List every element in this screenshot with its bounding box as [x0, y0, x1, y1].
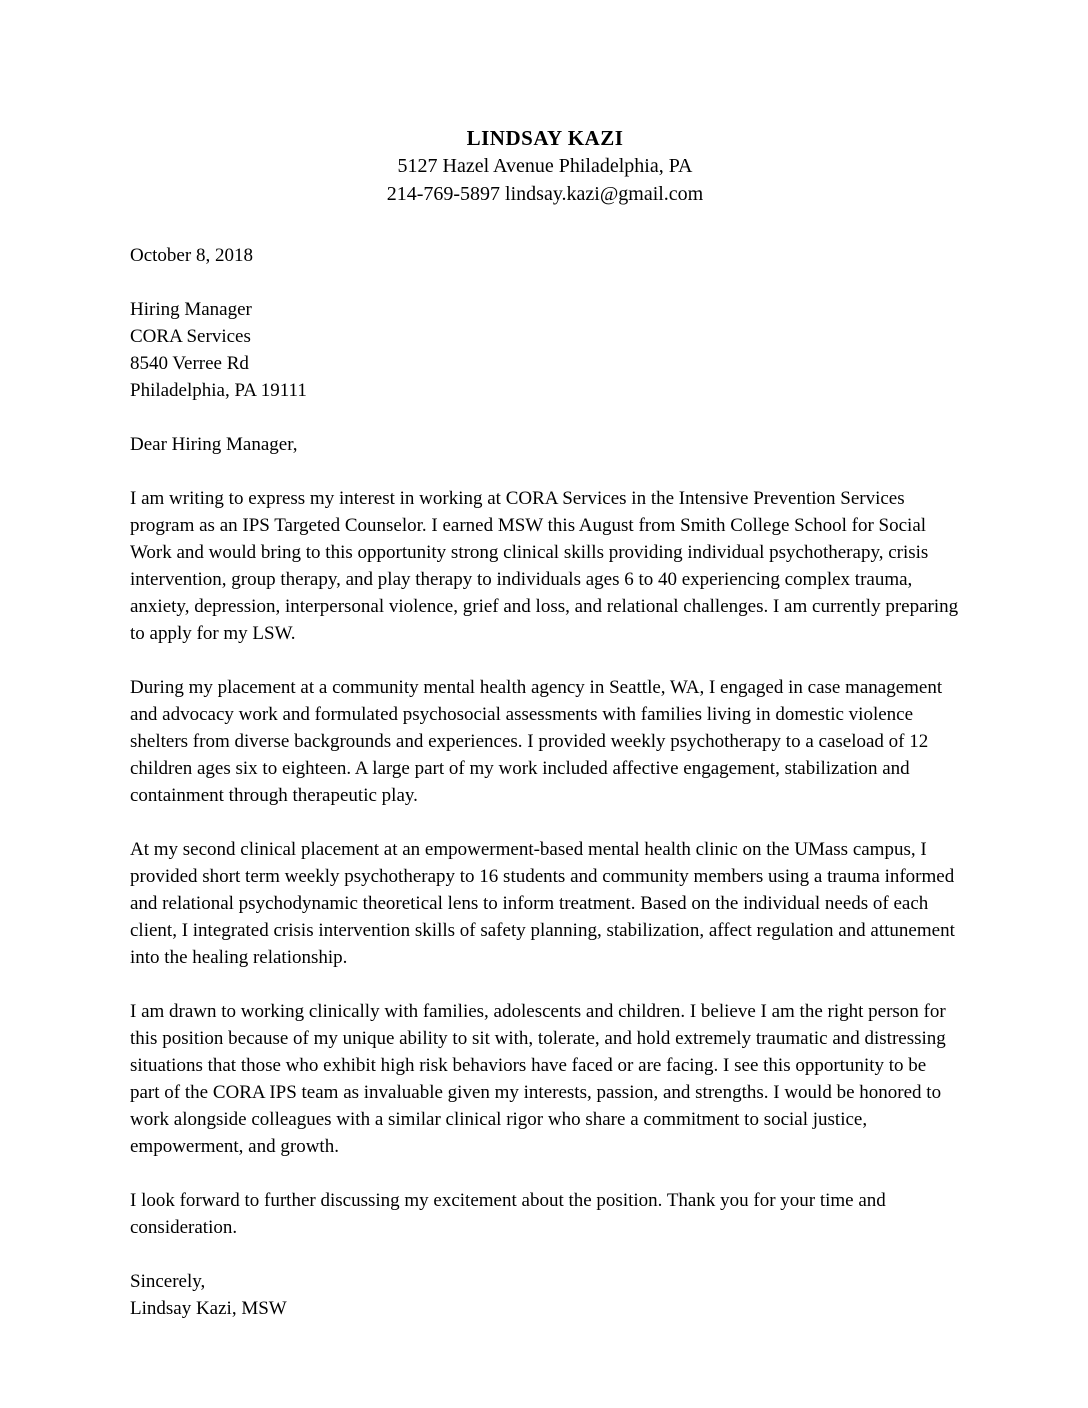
letter-body [130, 242, 960, 1322]
body-paragraph: At my second clinical placement at an empowerment-based mental health clinic on the UMass campus, I provided short term weekly psychotherapy to 16 students and community members using a trauma informed and relational psychodynamic theoretical lens to inform treatment. Based on the individual needs of each client, I integrated crisis intervention skills of safety planning, stabilization, affect regulation and attunement into the healing relationship. [130, 839, 955, 968]
recipient-line: Philadelphia, PA 19111 [130, 380, 307, 401]
body-paragraph: I am drawn to working clinically with families, adolescents and children. I believe I am the right person for this position because of my unique ability to sit with, tolerate, and hold extremely traumatic and distressing situations that those who exhibit high risk behaviors have faced or are facing. I see this opportunity to be part of the CORA IPS team as invaluable given my interests, passion, and strengths. I would be honored to work alongside colleagues with a similar clinical rigor who share a commitment to social justice, empowerment, and growth. [130, 1001, 946, 1157]
closing-block [130, 1268, 960, 1322]
recipient-line: CORA Services [130, 326, 251, 347]
salutation: Dear Hiring Manager, [130, 434, 298, 455]
signature: Lindsay Kazi, MSW [130, 1298, 287, 1319]
sender-address: 5127 Hazel Avenue Philadelphia, PA [397, 155, 693, 177]
body-paragraph: I am writing to express my interest in working at CORA Services in the Intensive Prevention Services program as an IPS Targeted Counselor. I earned MSW this August from Smith College School for Social Work and would bring to this opportunity strong clinical skills providing individual psychotherapy, crisis intervention, group therapy, and play therapy to individuals ages 6 to 40 experiencing complex trauma, anxiety, depression, interpersonal violence, grief and loss, and relational challenges. I am currently preparing to apply for my LSW. [130, 488, 959, 644]
closing: Sincerely, [130, 1271, 206, 1292]
letter-header [130, 124, 960, 208]
body-paragraph: I look forward to further discussing my excitement about the position. Thank you for your time and consideration. [130, 1190, 886, 1238]
recipient-block [130, 296, 960, 404]
sender-contact: 214-769-5897 lindsay.kazi@gmail.com [386, 183, 704, 205]
recipient-line: Hiring Manager [130, 299, 252, 320]
date-line: October 8, 2018 [130, 245, 253, 266]
body-paragraph: During my placement at a community mental health agency in Seattle, WA, I engaged in case management and advocacy work and formulated psychosocial assessments with families living in domestic violence shelters from diverse backgrounds and experiences. I provided weekly psychotherapy to a caseload of 12 children ages six to eighteen. A large part of my work included affective engagement, stabilization and containment through therapeutic play. [130, 677, 943, 806]
recipient-line: 8540 Verree Rd [130, 353, 249, 374]
sender-name: LINDSAY KAZI [466, 126, 624, 150]
